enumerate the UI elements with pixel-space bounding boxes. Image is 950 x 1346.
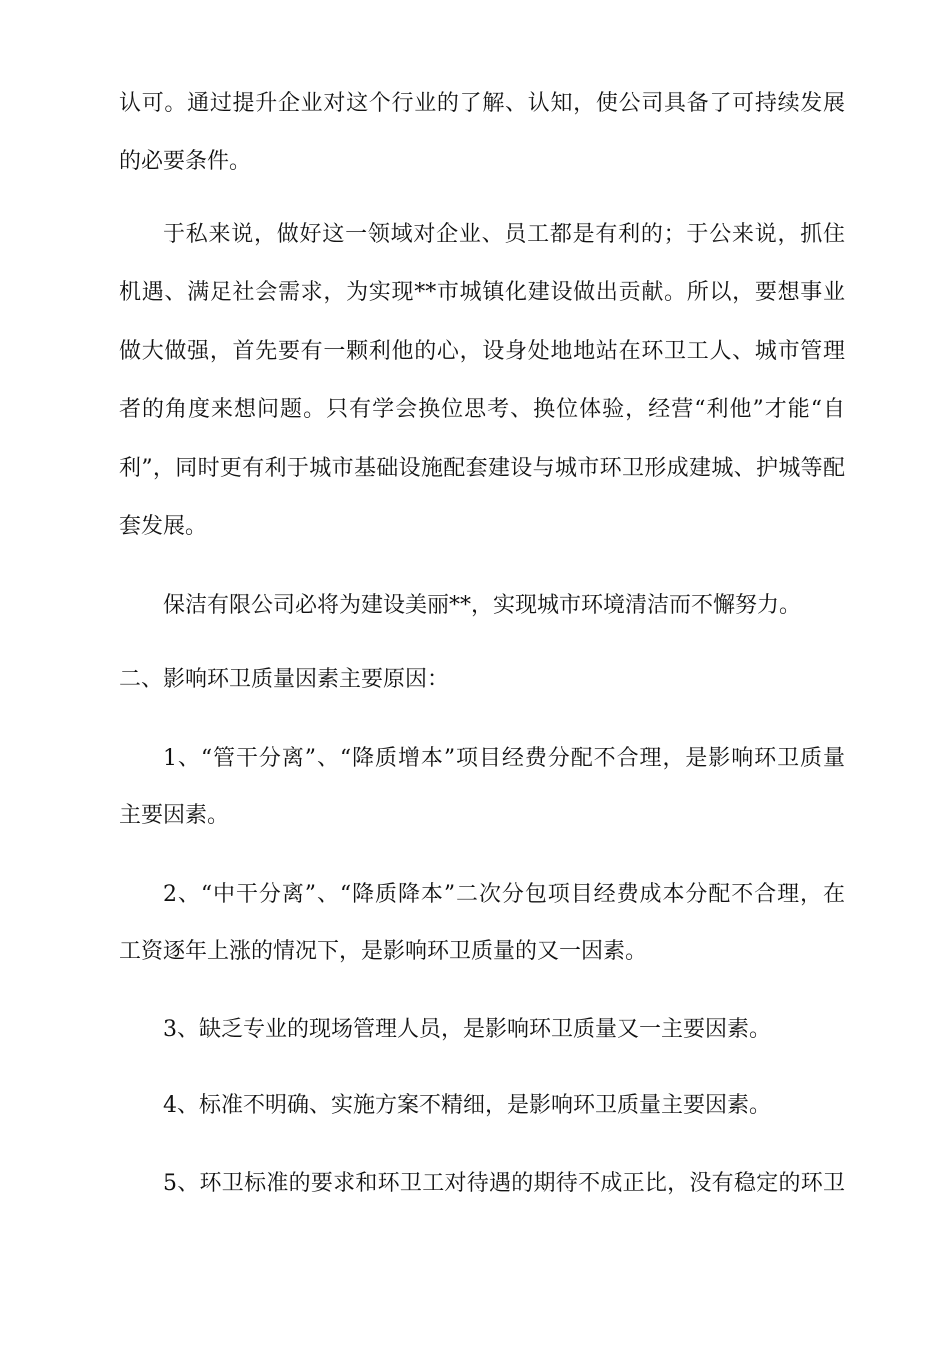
paragraph-line: 的必要条件。 (119, 149, 252, 174)
paragraph-line: 利”，同时更有利于城市基础设施配套建设与城市环卫形成建城、护城等配 (119, 456, 845, 481)
list-item-line: 3、缺乏专业的现场管理人员，是影响环卫质量又一主要因素。 (163, 1017, 771, 1042)
section-heading: 二、影响环卫质量因素主要原因： (119, 667, 450, 692)
paragraph-line: 套发展。 (119, 514, 208, 539)
list-item-line: 工资逐年上涨的情况下，是影响环卫质量的又一因素。 (119, 939, 648, 964)
list-item-line: 2、“中干分离”、“降质降本”二次分包项目经费成本分配不合理，在 (163, 882, 845, 907)
list-item-line: 5、环卫标准的要求和环卫工对待遇的期待不成正比，没有稳定的环卫 (163, 1171, 845, 1196)
paragraph-line: 保洁有限公司必将为建设美丽**，实现城市环境清洁而不懈努力。 (163, 593, 802, 618)
paragraph-line: 认可。通过提升企业对这个行业的了解、认知，使公司具备了可持续发展 (119, 91, 845, 116)
list-item-line: 主要因素。 (119, 803, 230, 828)
paragraph-line: 于私来说，做好这一领域对企业、员工都是有利的；于公来说，抓住 (163, 222, 845, 247)
paragraph-line: 机遇、满足社会需求，为实现**市城镇化建设做出贡献。所以，要想事业 (119, 280, 845, 305)
list-item-line: 1、“管干分离”、“降质增本”项目经费分配不合理，是影响环卫质量 (163, 746, 845, 771)
paragraph-line: 者的角度来想问题。只有学会换位思考、换位体验，经营“利他”才能“自 (119, 397, 845, 422)
list-item-line: 4、标准不明确、实施方案不精细，是影响环卫质量主要因素。 (163, 1093, 771, 1118)
paragraph-line: 做大做强，首先要有一颗利他的心，设身处地地站在环卫工人、城市管理 (119, 339, 845, 364)
